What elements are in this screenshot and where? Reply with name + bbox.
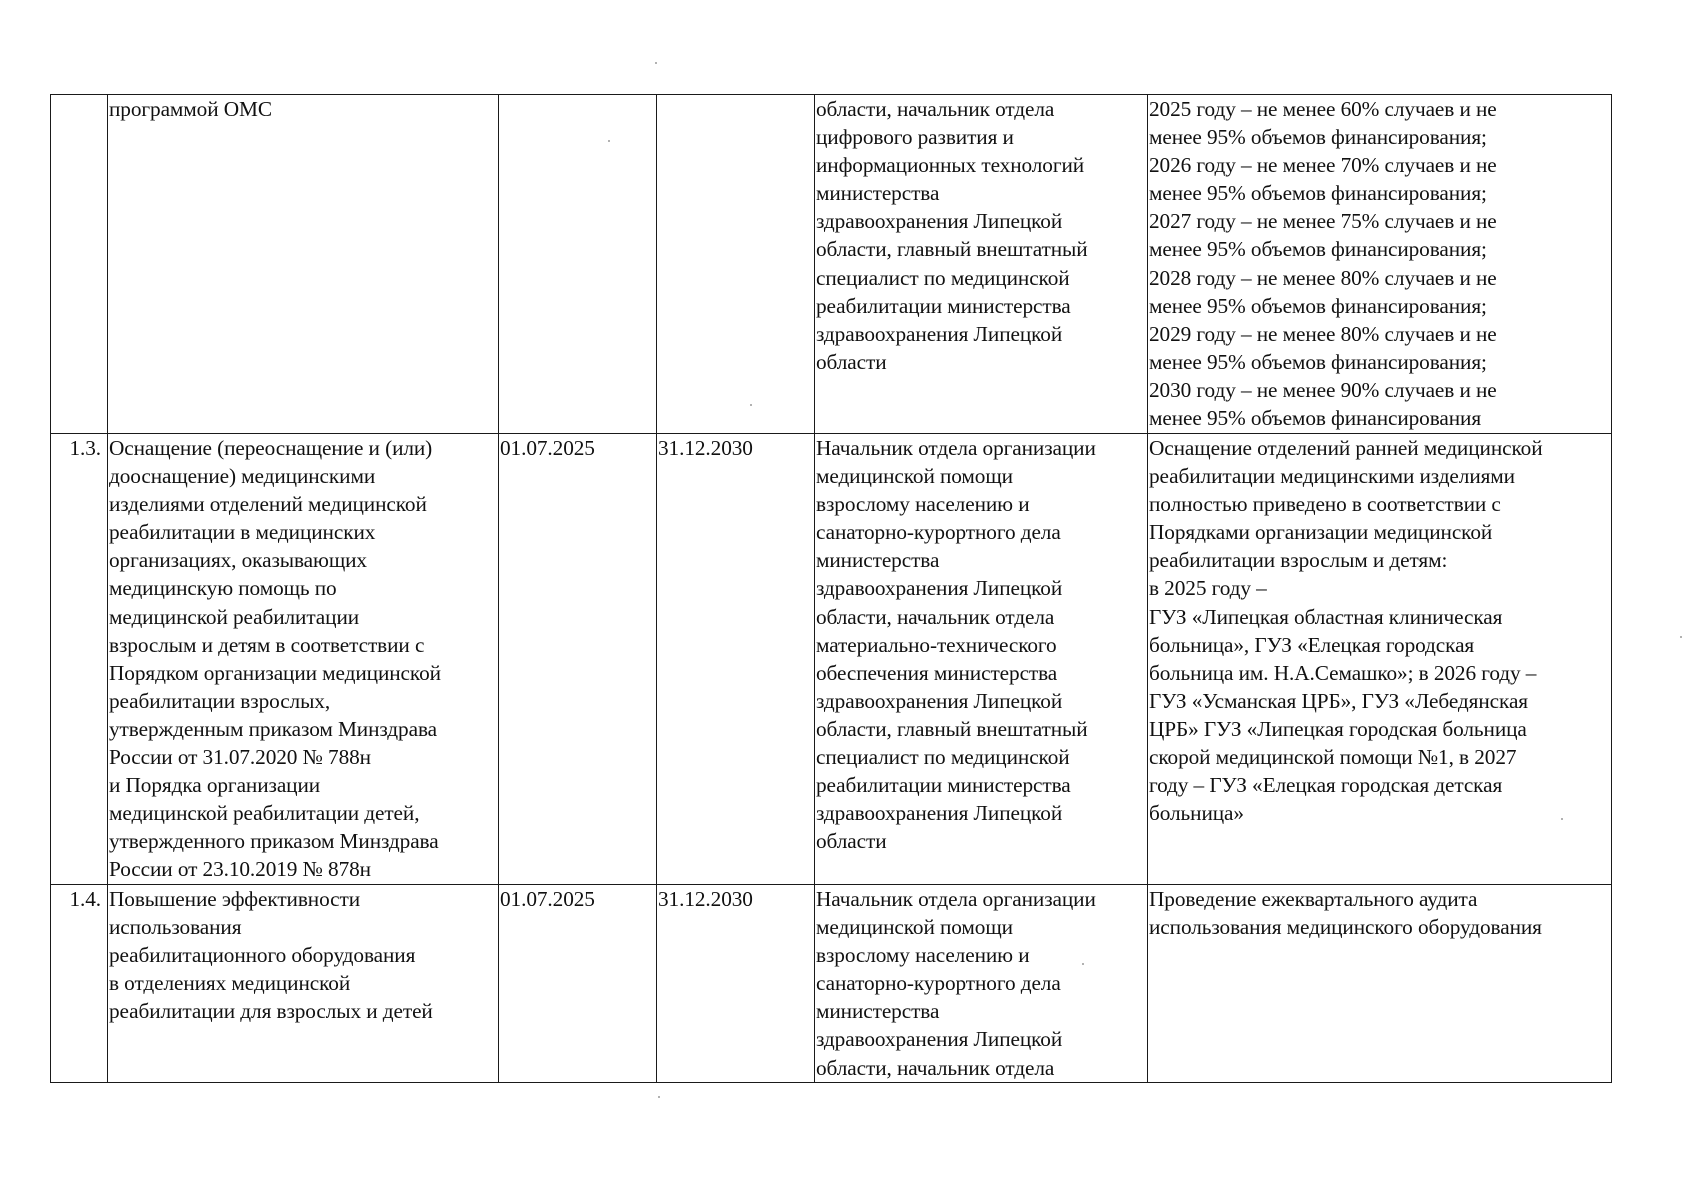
description-cell xyxy=(108,885,499,1083)
start-date-cell xyxy=(499,95,657,434)
end-date-cell xyxy=(657,885,815,1083)
start-date-cell xyxy=(499,434,657,885)
responsible-cell xyxy=(815,95,1148,434)
description-cell xyxy=(108,95,499,434)
start-date: 01.07.2025 xyxy=(500,887,595,911)
result-cell xyxy=(1148,434,1612,885)
expected-result: 2025 году – не менее 60% случаев и не менее 95% объемов финансирования; 2026 году – не менее 70% случаев и не менее 95% объемов финансирования; 2027 году – не менее 75% случаев и не менее 95% объемов финансирования; 2028 году – не менее 80% случаев и не менее 95% объемов финансирования; 2029 году – не менее 80% случаев и не менее 95% объемов финансирования; 2030 году – не менее 90% случаев и не менее 95% объемов финансирования xyxy=(1149,97,1497,431)
row-number: 1.4. xyxy=(69,887,101,911)
responsible-cell xyxy=(815,434,1148,885)
responsible-persons: Начальник отдела организации медицинской помощи взрослому населению и санаторно-курортного дела министерства здравоохранения Липецкой области, начальник отдела xyxy=(816,887,1096,1080)
row-number-cell xyxy=(51,434,108,885)
plan-table xyxy=(50,94,1612,1083)
scan-speck xyxy=(750,404,752,406)
result-cell xyxy=(1148,885,1612,1083)
event-description: Повышение эффективности использования реабилитационного оборудования в отделениях медицинской реабилитации для взрослых и детей xyxy=(109,887,433,1024)
event-description: программой ОМС xyxy=(109,97,272,121)
table-row xyxy=(51,95,1612,434)
expected-result: Оснащение отделений ранней медицинской реабилитации медицинскими изделиями полностью приведено в соответствии с Порядками организации медицинской реабилитации взрослым и детям: в 2025 году – ГУЗ «Липецкая областная клиническая больница», ГУЗ «Елецкая городская больница им. Н.А.Семашко»; в 2026 году – ГУЗ «Усманская ЦРБ», ГУЗ «Лебедянская ЦРБ» ГУЗ «Липецкая городская больница скорой медицинской помощи №1, в 2027 году – ГУЗ «Елецкая городская детская больница» xyxy=(1149,436,1543,826)
result-cell xyxy=(1148,95,1612,434)
end-date-cell xyxy=(657,434,815,885)
scan-speck xyxy=(1082,963,1084,965)
event-description: Оснащение (переоснащение и (или) дооснащение) медицинскими изделиями отделений медицинской реабилитации в медицинских организациях, оказывающих медицинскую помощь по медицинской реабилитации взрослым и детям в соответствии с Порядком организации медицинской реабилитации взрослых, утвержденным приказом Минздрава России от 31.07.2020 № 788н и Порядка организации медицинской реабилитации детей, утвержденного приказом Минздрава России от 23.10.2019 № 878н xyxy=(109,436,441,882)
end-date: 31.12.2030 xyxy=(658,887,753,911)
responsible-persons: Начальник отдела организации медицинской помощи взрослому населению и санаторно-курортного дела министерства здравоохранения Липецкой области, начальник отдела материально-технического обеспечения министерства здравоохранения Липецкой области, главный внештатный специалист по медицинской реабилитации министерства здравоохранения Липецкой области xyxy=(816,436,1096,854)
start-date-cell xyxy=(499,885,657,1083)
scan-speck xyxy=(658,1096,660,1098)
scan-speck xyxy=(1680,636,1682,638)
row-number: 1.3. xyxy=(69,436,101,460)
responsible-persons: области, начальник отдела цифрового развития и информационных технологий министерства здравоохранения Липецкой области, главный внештатный специалист по медицинской реабилитации министерства здравоохранения Липецкой области xyxy=(816,97,1088,374)
scan-speck xyxy=(1561,818,1563,820)
end-date: 31.12.2030 xyxy=(658,436,753,460)
start-date: 01.07.2025 xyxy=(500,436,595,460)
scan-speck xyxy=(608,140,610,142)
description-cell xyxy=(108,434,499,885)
row-number-cell xyxy=(51,95,108,434)
table-row xyxy=(51,434,1612,885)
expected-result: Проведение ежеквартального аудита использования медицинского оборудования xyxy=(1149,887,1542,940)
table-row xyxy=(51,885,1612,1083)
scan-speck xyxy=(655,62,657,64)
end-date-cell xyxy=(657,95,815,434)
responsible-cell xyxy=(815,885,1148,1083)
row-number-cell xyxy=(51,885,108,1083)
